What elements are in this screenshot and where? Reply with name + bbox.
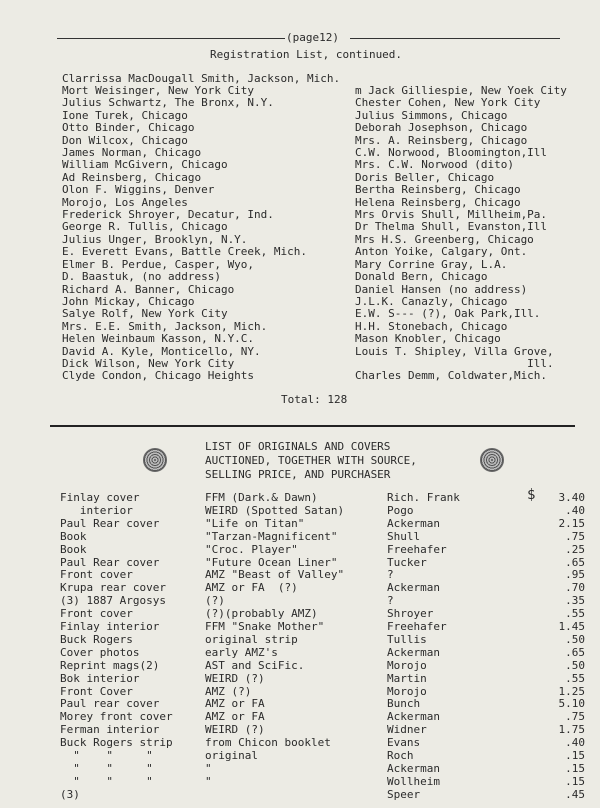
originals-item: Front cover	[60, 568, 133, 582]
originals-item: Krupa rear cover	[60, 581, 166, 595]
originals-price: 1.45	[558, 620, 585, 633]
originals-source: "Life on Titan"	[205, 516, 305, 530]
originals-source: "Croc. Player"	[205, 542, 298, 556]
originals-buyer: Tucker	[387, 555, 427, 569]
originals-item: Cover photos	[60, 645, 140, 659]
page-number: (page12)	[286, 31, 339, 44]
originals-source: original	[205, 749, 258, 762]
originals-source: WEIRD (?)	[205, 671, 265, 685]
originals-item: Bok interior	[60, 671, 140, 685]
originals-buyer: Ackerman	[387, 581, 440, 595]
originals-buyer: Martin	[387, 671, 427, 685]
registration-entry: Dick Wilson, New York City	[62, 356, 235, 370]
registration-entry: Richard A. Banner, Chicago	[62, 282, 235, 296]
originals-item: Buck Rogers strip	[60, 736, 173, 750]
registration-entry: Julius Simmons, Chicago	[355, 108, 508, 122]
originals-price: .40	[565, 736, 585, 750]
registration-entry: Salye Rolf, New York City	[62, 307, 228, 321]
originals-price: .15	[565, 774, 585, 788]
originals-source: early AMZ's	[205, 645, 278, 659]
originals-source: AMZ or FA	[205, 710, 265, 724]
registration-entry: D. Baastuk, (no address)	[62, 270, 221, 284]
registration-entry: Deborah Josephson, Chicago	[355, 121, 528, 135]
originals-buyer: Ackerman	[387, 516, 440, 530]
originals-buyer: Widner	[387, 723, 427, 737]
registration-entry: Donald Bern, Chicago	[355, 270, 488, 284]
originals-buyer: Rich. Frank	[387, 491, 460, 504]
originals-price: .25	[565, 542, 585, 556]
originals-price: .40	[565, 503, 585, 517]
originals-item: Reprint mags(2)	[60, 658, 160, 672]
registration-entry: Julius Unger, Brooklyn, N.Y.	[62, 232, 248, 246]
originals-price: 3.40	[558, 491, 585, 504]
registration-entry: Mort Weisinger, New York City	[62, 84, 255, 97]
originals-item: " " "	[60, 774, 153, 788]
originals-buyer: Freehafer	[387, 620, 447, 633]
section-subtitle: Registration List, continued.	[210, 48, 403, 61]
registration-entry: Doris Beller, Chicago	[355, 170, 495, 184]
originals-buyer: Tullis	[387, 632, 427, 646]
originals-item: Finlay interior	[60, 620, 160, 633]
originals-source: "Tarzan-Magnificent"	[205, 529, 338, 543]
registration-entry: Frederick Shroyer, Decatur, Ind.	[62, 208, 274, 222]
originals-item: Ferman interior	[60, 723, 160, 737]
registration-entry: Charles Demm, Coldwater,Mich.	[355, 369, 548, 383]
originals-price: .65	[565, 645, 585, 659]
registration-entry: Chester Cohen, New York City	[355, 96, 541, 110]
registration-entry: Mason Knobler, Chicago	[355, 332, 501, 346]
registration-entry: Morojo, Los Angeles	[62, 195, 188, 209]
originals-buyer: ?	[387, 568, 394, 582]
originals-item: " " "	[60, 749, 153, 762]
originals-buyer: Morojo	[387, 684, 427, 698]
originals-source: FFM (Dark.& Dawn)	[205, 491, 318, 504]
originals-price: 1.75	[558, 723, 585, 737]
registration-entry: George R. Tullis, Chicago	[62, 220, 228, 234]
registration-entry: Julius Schwartz, The Bronx, N.Y.	[62, 96, 274, 110]
registration-entry: Elmer B. Perdue, Casper, Wyo,	[62, 257, 255, 271]
header-rule-right	[350, 38, 560, 39]
registration-entry: Louis T. Shipley, Villa Grove,	[355, 344, 554, 358]
originals-price: 2.15	[558, 516, 585, 530]
registration-entry: m Jack Gilliespie, New Yoek City	[355, 84, 567, 97]
originals-price: .55	[565, 607, 585, 621]
originals-source: "	[205, 774, 212, 788]
originals-source: (?)(probably AMZ)	[205, 607, 318, 621]
registration-entry: Mrs. E.E. Smith, Jackson, Mich.	[62, 319, 268, 333]
originals-price: .65	[565, 555, 585, 569]
header-rule-left	[57, 38, 285, 39]
originals-item: Paul Rear cover	[60, 516, 160, 530]
originals-item: Morey front cover	[60, 710, 173, 724]
originals-source: AMZ (?)	[205, 684, 252, 698]
registration-total: Total: 128	[281, 393, 348, 406]
originals-item: Book	[60, 529, 87, 543]
registration-entry: James Norman, Chicago	[62, 146, 202, 160]
originals-source: original strip	[205, 632, 298, 646]
section-separator	[50, 425, 575, 427]
originals-item: interior	[60, 503, 133, 517]
registration-entry: William McGivern, Chicago	[62, 158, 228, 172]
ornament-left-icon	[143, 448, 167, 472]
registration-entry: Bertha Reinsberg, Chicago	[355, 183, 521, 197]
registration-entry: Dr Thelma Shull, Evanston,Ill	[355, 220, 548, 234]
registration-entry: Helena Reinsberg, Chicago	[355, 195, 521, 209]
registration-entry: E. Everett Evans, Battle Creek, Mich.	[62, 245, 308, 259]
originals-price: .35	[565, 594, 585, 608]
registration-left-column	[62, 85, 307, 383]
registration-entry: John Mickay, Chicago	[62, 294, 195, 308]
registration-entry: Mary Corrine Gray, L.A.	[355, 257, 508, 271]
originals-price: .45	[565, 787, 585, 801]
originals-source: (?)	[205, 594, 225, 608]
originals-item: Buck Rogers	[60, 632, 133, 646]
originals-buyer: Ackerman	[387, 761, 440, 775]
originals-item: Paul Rear cover	[60, 555, 160, 569]
originals-item: Book	[60, 542, 87, 556]
originals-buyer: Pogo	[387, 503, 414, 517]
originals-buyer: Bunch	[387, 697, 421, 711]
originals-item: Paul rear cover	[60, 697, 160, 711]
registration-entry: Daniel Hansen (no address)	[355, 282, 528, 296]
originals-source: WEIRD (Spotted Satan)	[205, 503, 345, 517]
originals-price: .75	[565, 710, 585, 724]
originals-price: .95	[565, 568, 585, 582]
originals-buyer: Wollheim	[387, 774, 440, 788]
dollar-sign: $	[527, 487, 536, 503]
originals-source: FFM "Snake Mother"	[205, 620, 325, 633]
originals-item: (3)	[60, 787, 80, 801]
originals-source: from Chicon booklet	[205, 736, 331, 750]
registration-entry: Otto Binder, Chicago	[62, 121, 195, 135]
originals-buyer: Roch	[387, 749, 414, 762]
registration-entry: Don Wilcox, Chicago	[62, 133, 188, 147]
originals-source: WEIRD (?)	[205, 723, 265, 737]
originals-item: Finlay cover	[60, 491, 140, 504]
originals-price: .15	[565, 749, 585, 762]
registration-entry: Clyde Condon, Chicago Heights	[62, 369, 255, 383]
originals-source: AMZ or FA	[205, 697, 265, 711]
originals-source: "Future Ocean Liner"	[205, 555, 338, 569]
originals-buyer: Speer	[387, 787, 421, 801]
originals-item: (3) 1887 Argosys	[60, 594, 166, 608]
registration-entry: Anton Yoike, Calgary, Ont.	[355, 245, 528, 259]
originals-item: Front Cover	[60, 684, 133, 698]
originals-buyer: Morojo	[387, 658, 427, 672]
originals-item: " " "	[60, 761, 153, 775]
originals-source: AMZ "Beast of Valley"	[205, 568, 345, 582]
originals-price: 5.10	[558, 697, 585, 711]
registration-entry: Mrs. C.W. Norwood (dito)	[355, 158, 514, 172]
registration-right-column	[355, 85, 567, 383]
originals-buyer: Evans	[387, 736, 421, 750]
originals-source: "	[205, 761, 212, 775]
ornament-right-icon	[480, 448, 504, 472]
registration-entry: C.W. Norwood, Bloomington,Ill	[355, 146, 548, 160]
registration-entry: J.L.K. Canazly, Chicago	[355, 294, 508, 308]
registration-entry: Mrs. A. Reinsberg, Chicago	[355, 133, 528, 147]
originals-price: .55	[565, 671, 585, 685]
registration-entry: David A. Kyle, Monticello, NY.	[62, 344, 261, 358]
registration-entry: Mrs H.S. Greenberg, Chicago	[355, 232, 534, 246]
originals-buyer: ?	[387, 594, 394, 608]
originals-title: LIST OF ORIGINALS AND COVERS AUCTIONED, TOGETHER WITH SOURCE, SELLING PRICE, AND PURCHASER	[205, 440, 417, 481]
originals-buyer: Ackerman	[387, 710, 440, 724]
originals-price: .15	[565, 761, 585, 775]
originals-source: AST and SciFic.	[205, 658, 305, 672]
originals-price: .50	[565, 632, 585, 646]
registration-first-entry: Clarrissa MacDougall Smith, Jackson, Mich.	[62, 72, 341, 85]
originals-item: Front cover	[60, 607, 133, 621]
originals-price: 1.25	[558, 684, 585, 698]
registration-entry: H.H. Stonebach, Chicago	[355, 319, 508, 333]
registration-entry: E.W. S--- (?), Oak Park,Ill.	[355, 307, 541, 321]
originals-buyer: Shull	[387, 529, 421, 543]
originals-source: AMZ or FA (?)	[205, 581, 298, 595]
originals-price: .70	[565, 581, 585, 595]
originals-price: .75	[565, 529, 585, 543]
registration-entry: Ione Turek, Chicago	[62, 108, 188, 122]
originals-price: .50	[565, 658, 585, 672]
registration-entry: Olon F. Wiggins, Denver	[62, 183, 215, 197]
registration-entry: Helen Weinbaum Kasson, N.Y.C.	[62, 332, 255, 346]
registration-entry: Ad Reinsberg, Chicago	[62, 170, 202, 184]
registration-entry: Ill.	[355, 356, 554, 370]
originals-buyer: Ackerman	[387, 645, 440, 659]
originals-buyer: Shroyer	[387, 607, 434, 621]
registration-entry: Mrs Orvis Shull, Millheim,Pa.	[355, 208, 548, 222]
originals-buyer: Freehafer	[387, 542, 447, 556]
